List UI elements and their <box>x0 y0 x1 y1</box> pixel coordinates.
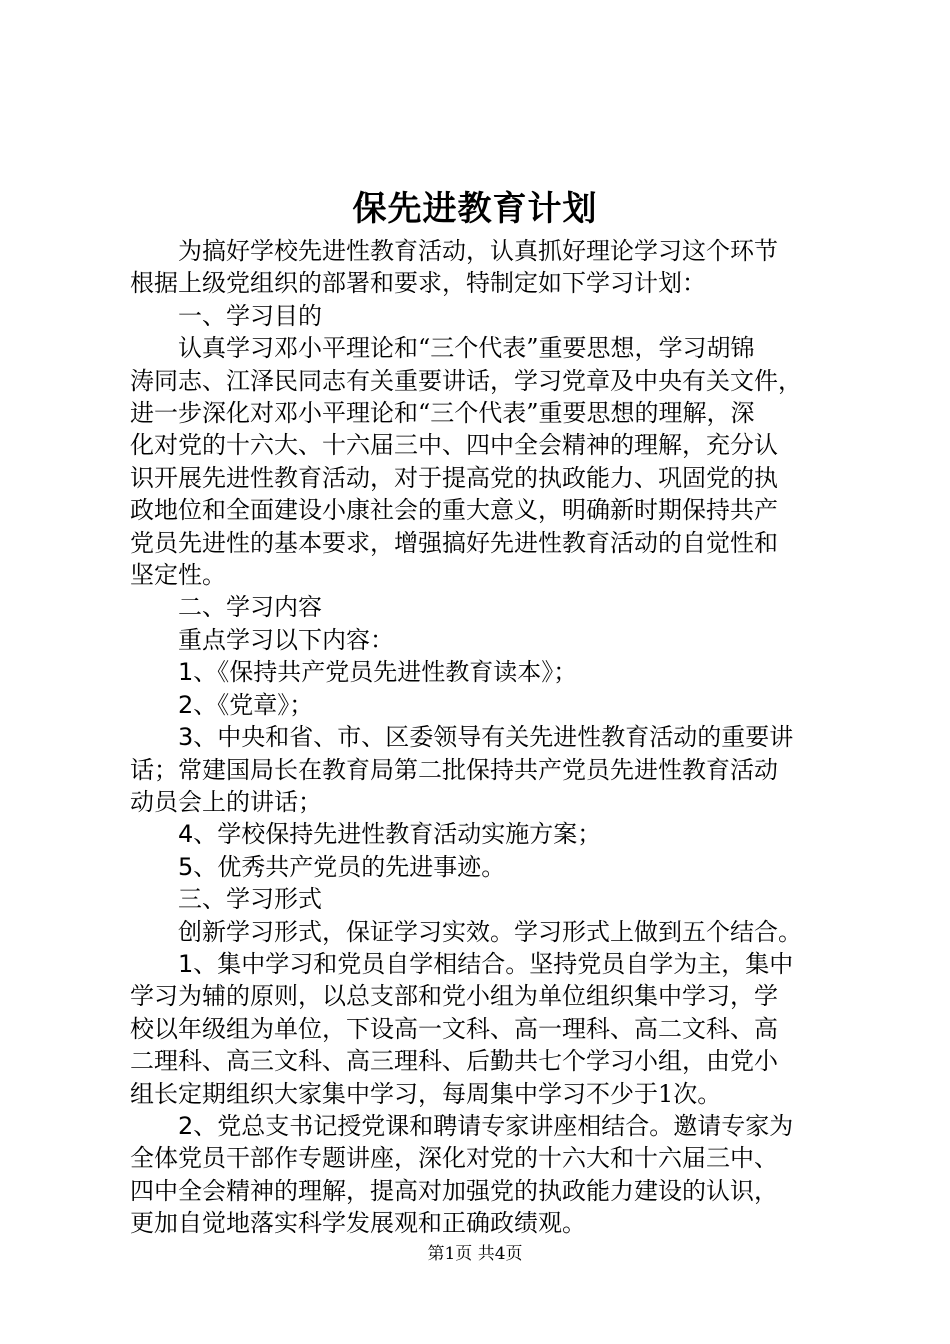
text-line: 根据上级党组织的部署和要求，特制定如下学习计划： <box>130 269 706 298</box>
text-line: 四中全会精神的理解，提高对加强党的执政能力建设的认识， <box>130 1176 778 1205</box>
text-line: 认真学习邓小平理论和“三个代表”重要思想，学习胡锦 <box>178 334 755 363</box>
text-line: 创新学习形式，保证学习实效。学习形式上做到五个结合。 <box>178 917 802 946</box>
bold-lead-text: 2、党总支书记授党课和聘请专家讲座相结合。 <box>178 1111 674 1140</box>
line-rest-text: 邀请专家为 <box>673 1111 794 1140</box>
text-line: 坚定性。 <box>130 561 226 590</box>
text-line: 三、学习形式 <box>178 885 322 914</box>
text-line: 全体党员干部作专题讲座，深化对党的十六大和十六届三中、 <box>130 1144 778 1173</box>
text-line: 识开展先进性教育活动，对于提高党的执政能力、巩固党的执 <box>130 463 778 492</box>
text-line: 重点学习以下内容： <box>178 625 394 654</box>
text-line: 更加自觉地落实科学发展观和正确政绩观。 <box>130 1209 586 1238</box>
text-line: 学习为辅的原则，以总支部和党小组为单位组织集中学习，学 <box>130 982 778 1011</box>
text-line: 2、《党章》； <box>178 690 314 719</box>
document-title: 保先进教育计划 <box>352 189 598 229</box>
page-footer: 第1页 共4页 <box>427 1244 523 1264</box>
text-line <box>130 1110 833 1142</box>
text-line: 4、学校保持先进性教育活动实施方案； <box>178 820 602 849</box>
text-line <box>130 948 833 980</box>
text-line: 动员会上的讲话； <box>130 787 322 816</box>
text-line: 政地位和全面建设小康社会的重大意义，明确新时期保持共产 <box>130 496 778 525</box>
text-line: 为搞好学校先进性教育活动，认真抓好理论学习这个环节 <box>178 237 778 265</box>
bold-lead-text: 1、集中学习和党员自学相结合。 <box>178 949 530 978</box>
text-line: 涛同志、江泽民同志有关重要讲话，学习党章及中央有关文件， <box>130 366 802 395</box>
text-line: 二、学习内容 <box>178 593 322 622</box>
text-line: 1、《保持共产党员先进性教育读本》； <box>178 658 578 687</box>
text-line: 化对党的十六大、十六届三中、四中全会精神的理解，充分认 <box>130 431 778 460</box>
text-line: 组长定期组织大家集中学习，每周集中学习不少于1次。 <box>130 1079 722 1108</box>
text-line: 二理科、高三文科、高三理科、后勤共七个学习小组，由党小 <box>130 1047 778 1076</box>
text-line: 5、优秀共产党员的先进事迹。 <box>178 852 506 881</box>
text-line: 校以年级组为单位，下设高一文科、高一理科、高二文科、高 <box>130 1014 778 1043</box>
text-line: 话；常建国局长在教育局第二批保持共产党员先进性教育活动 <box>130 755 778 784</box>
text-line: 党员先进性的基本要求，增强搞好先进性教育活动的自觉性和 <box>130 528 778 557</box>
document-body <box>130 235 833 1240</box>
text-line: 一、学习目的 <box>178 301 322 330</box>
line-rest-text: 坚持党员自学为主，集中 <box>529 949 794 978</box>
text-line: 进一步深化对邓小平理论和“三个代表”重要思想的理解，深 <box>130 399 755 428</box>
text-line: 3、中央和省、市、区委领导有关先进性教育活动的重要讲 <box>178 723 794 752</box>
